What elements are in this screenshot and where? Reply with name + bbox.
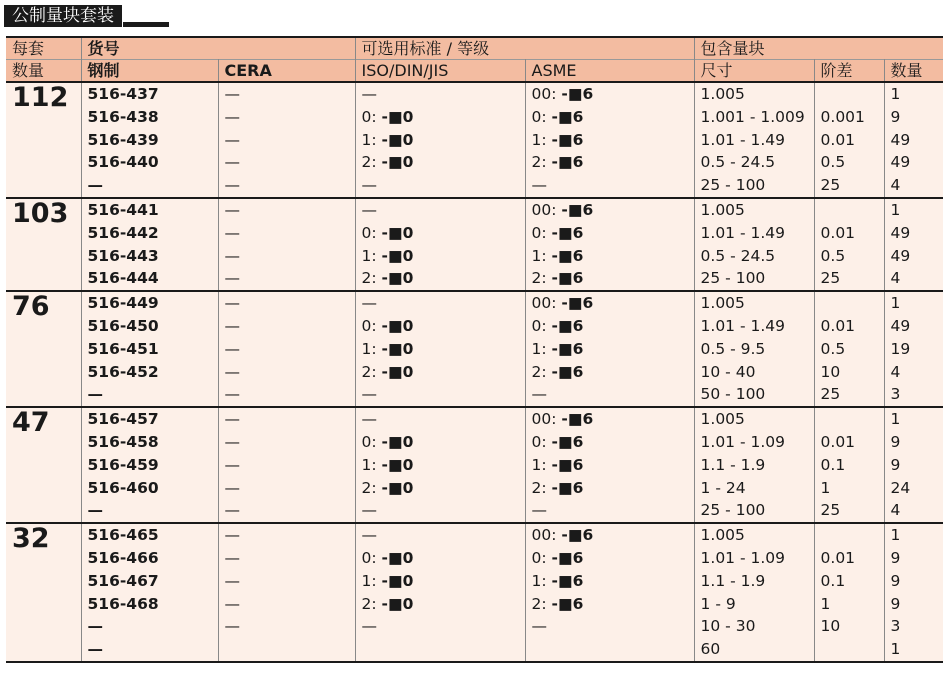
- block-step-cell: [814, 523, 884, 662]
- cera-code: —: [224, 200, 240, 219]
- block-qty: 9: [890, 548, 901, 567]
- header-asme: ASME: [525, 60, 694, 83]
- set-row: [6, 82, 943, 198]
- block-step: 0.01: [820, 548, 856, 567]
- block-qty: 49: [890, 223, 911, 242]
- section-title: [4, 5, 169, 27]
- asme-grade-cell: [525, 407, 694, 523]
- steel-code: 516-465: [87, 526, 159, 545]
- iso-grade: 2: -■0: [361, 594, 414, 613]
- steel-code: 516-438: [87, 107, 159, 126]
- block-step: 0.5: [820, 246, 846, 265]
- block-qty: 3: [890, 617, 901, 636]
- asme-grade-cell: [525, 198, 694, 291]
- steel-code: 516-468: [87, 594, 159, 613]
- steel-code: 516-439: [87, 130, 159, 149]
- iso-grade: 1: -■0: [361, 339, 414, 358]
- iso-grade-cell: [355, 407, 525, 523]
- block-size: 1.1 - 1.9: [700, 571, 766, 590]
- cera-code: —: [224, 455, 240, 474]
- iso-grade-cell: [355, 291, 525, 407]
- block-qty: 1: [890, 410, 901, 429]
- steel-code: —: [87, 176, 103, 195]
- cera-code: —: [224, 362, 240, 381]
- cera-code: —: [224, 130, 240, 149]
- iso-grade: 0: -■0: [361, 548, 414, 567]
- block-size: 1.001 - 1.009: [700, 107, 805, 126]
- block-qty-cell: [884, 291, 943, 407]
- asme-grade: 1: -■6: [531, 339, 584, 358]
- steel-code: 516-442: [87, 223, 159, 242]
- asme-grade-cell: [525, 291, 694, 407]
- iso-grade: 0: -■0: [361, 223, 414, 242]
- block-step: 0.01: [820, 316, 856, 335]
- iso-grade: —: [361, 85, 378, 103]
- asme-grade: 0: -■6: [531, 432, 584, 451]
- iso-grade: 0: -■0: [361, 316, 414, 335]
- asme-grade: 1: -■6: [531, 571, 584, 590]
- iso-grade: 1: -■0: [361, 455, 414, 474]
- iso-grade: 2: -■0: [361, 478, 414, 497]
- asme-grade: 00: -■6: [531, 200, 594, 219]
- steel-code: 516-457: [87, 410, 159, 429]
- cera-code: —: [224, 410, 240, 429]
- section-title-label: 公制量块套装: [4, 5, 122, 27]
- cera-code-cell: [218, 198, 355, 291]
- cera-code: —: [224, 478, 240, 497]
- block-step: 25: [820, 176, 841, 195]
- block-qty: 3: [890, 385, 901, 404]
- block-size: 1.005: [700, 200, 745, 219]
- block-qty: 49: [890, 246, 911, 265]
- block-step: 0.01: [820, 432, 856, 451]
- cera-code: —: [224, 526, 240, 545]
- iso-grade: 1: -■0: [361, 246, 414, 265]
- block-step: 10: [820, 362, 841, 381]
- block-step: 0.01: [820, 223, 856, 242]
- iso-grade: 1: -■0: [361, 130, 414, 149]
- block-size: 25 - 100: [700, 501, 766, 520]
- asme-grade: 2: -■6: [531, 153, 584, 172]
- cera-code: —: [224, 85, 240, 103]
- asme-grade: 00: -■6: [531, 410, 594, 429]
- iso-grade: 2: -■0: [361, 269, 414, 288]
- asme-grade: 1: -■6: [531, 455, 584, 474]
- iso-grade: —: [361, 200, 378, 219]
- asme-grade: 00: -■6: [531, 526, 594, 545]
- iso-grade: —: [361, 526, 378, 545]
- block-size: 1.01 - 1.49: [700, 223, 786, 242]
- iso-grade-cell: [355, 523, 525, 662]
- asme-grade-cell: [525, 82, 694, 198]
- block-step: [821, 524, 884, 547]
- block-qty: 9: [890, 455, 901, 474]
- asme-grade: 1: -■6: [531, 130, 584, 149]
- steel-code: 516-437: [87, 85, 159, 103]
- asme-grade: 00: -■6: [531, 294, 594, 313]
- cera-code: —: [224, 617, 240, 636]
- block-step: [821, 83, 884, 106]
- asme-grade: —: [531, 385, 548, 404]
- block-size: 1.01 - 1.49: [700, 130, 786, 149]
- iso-grade: —: [361, 617, 378, 636]
- steel-code: 516-440: [87, 153, 159, 172]
- cera-code: —: [224, 153, 240, 172]
- cera-code: —: [224, 269, 240, 288]
- block-step: [821, 638, 884, 661]
- set-row: [6, 523, 943, 662]
- block-size: 10 - 40: [700, 362, 756, 381]
- block-step: 0.5: [820, 153, 846, 172]
- cera-code-cell: [218, 291, 355, 407]
- block-step: 1: [820, 478, 831, 497]
- steel-code: 516-441: [87, 200, 159, 219]
- block-qty: 1: [890, 526, 901, 545]
- block-size: 1.005: [700, 294, 745, 313]
- iso-grade: [362, 638, 525, 661]
- steel-code: 516-459: [87, 455, 159, 474]
- block-size: 60: [700, 640, 721, 659]
- asme-grade: —: [531, 501, 548, 520]
- block-step-cell: [814, 198, 884, 291]
- block-qty: 4: [890, 362, 901, 381]
- set-count: 103: [6, 198, 81, 291]
- cera-code: —: [224, 107, 240, 126]
- header-iso: ISO/DIN/JIS: [355, 60, 525, 83]
- set-row: [6, 407, 943, 523]
- block-size: 1.01 - 1.09: [700, 548, 786, 567]
- asme-grade: 1: -■6: [531, 246, 584, 265]
- cera-code: —: [224, 246, 240, 265]
- block-qty: 9: [890, 107, 901, 126]
- block-size: 1.005: [700, 526, 745, 545]
- asme-grade: 2: -■6: [531, 362, 584, 381]
- iso-grade-cell: [355, 82, 525, 198]
- block-step: 0.5: [820, 339, 846, 358]
- asme-grade: 0: -■6: [531, 316, 584, 335]
- iso-grade: —: [361, 501, 378, 520]
- block-step-cell: [814, 407, 884, 523]
- iso-grade: 0: -■0: [361, 432, 414, 451]
- steel-code: —: [87, 385, 103, 404]
- block-size: 1.01 - 1.09: [700, 432, 786, 451]
- iso-grade: —: [361, 294, 378, 313]
- block-step: 25: [820, 501, 841, 520]
- asme-grade-cell: [525, 523, 694, 662]
- block-size-cell: [694, 407, 814, 523]
- iso-grade: —: [361, 176, 378, 195]
- steel-code: 516-467: [87, 571, 159, 590]
- steel-code: 516-460: [87, 478, 159, 497]
- block-qty-cell: [884, 407, 943, 523]
- cera-code: —: [224, 385, 240, 404]
- iso-grade: 0: -■0: [361, 107, 414, 126]
- cera-code: —: [224, 571, 240, 590]
- block-size: 1 - 24: [700, 478, 746, 497]
- block-step-cell: [814, 82, 884, 198]
- gauge-block-table: [6, 36, 943, 663]
- cera-code: —: [224, 432, 240, 451]
- header-included: 包含量块: [694, 37, 943, 60]
- block-size: 1.01 - 1.49: [700, 316, 786, 335]
- cera-code: —: [224, 294, 240, 313]
- asme-grade: —: [531, 617, 548, 636]
- steel-code: —: [87, 617, 103, 636]
- block-size: 0.5 - 24.5: [700, 153, 776, 172]
- set-row: [6, 198, 943, 291]
- header-per-set-qty: 数量: [6, 60, 81, 83]
- block-size-cell: [694, 523, 814, 662]
- iso-grade-cell: [355, 198, 525, 291]
- steel-code: —: [87, 640, 103, 659]
- set-count: 32: [6, 523, 81, 662]
- cera-code-cell: [218, 523, 355, 662]
- iso-grade: 2: -■0: [361, 362, 414, 381]
- cera-code: —: [224, 339, 240, 358]
- asme-grade: 0: -■6: [531, 548, 584, 567]
- block-qty: 1: [890, 85, 901, 103]
- block-step: 0.1: [820, 455, 846, 474]
- asme-grade: 00: -■6: [531, 85, 594, 103]
- asme-grade: —: [531, 176, 548, 195]
- header-cera: CERA: [218, 60, 355, 83]
- set-row: [6, 291, 943, 407]
- block-qty: 4: [890, 176, 901, 195]
- block-size: 1 - 9: [700, 594, 736, 613]
- header-steel: 钢制: [81, 60, 218, 83]
- block-qty: 24: [890, 478, 911, 497]
- block-qty-cell: [884, 82, 943, 198]
- cera-code: [225, 638, 355, 661]
- set-count: 112: [6, 82, 81, 198]
- iso-grade: 2: -■0: [361, 153, 414, 172]
- cera-code: —: [224, 594, 240, 613]
- asme-grade: 2: -■6: [531, 478, 584, 497]
- block-qty: 49: [890, 316, 911, 335]
- block-qty: 9: [890, 432, 901, 451]
- asme-grade: 0: -■6: [531, 223, 584, 242]
- block-size-cell: [694, 198, 814, 291]
- steel-code: 516-443: [87, 246, 159, 265]
- block-qty: 9: [890, 571, 901, 590]
- iso-grade: —: [361, 410, 378, 429]
- cera-code: —: [224, 223, 240, 242]
- block-step: 1: [820, 594, 831, 613]
- block-step: 25: [820, 385, 841, 404]
- header-qty: 数量: [884, 60, 943, 83]
- steel-code: 516-451: [87, 339, 159, 358]
- cera-code: —: [224, 316, 240, 335]
- asme-grade: 0: -■6: [531, 107, 584, 126]
- block-size: 1.005: [700, 85, 745, 103]
- block-size: 1.1 - 1.9: [700, 455, 766, 474]
- iso-grade: —: [361, 385, 378, 404]
- block-qty: 1: [890, 200, 901, 219]
- header-part-no: 货号: [81, 37, 355, 60]
- steel-code: 516-450: [87, 316, 159, 335]
- header-per-set: 每套: [6, 37, 81, 60]
- steel-code-cell: [81, 523, 218, 662]
- block-qty: 4: [890, 501, 901, 520]
- block-step: 10: [820, 617, 841, 636]
- block-size-cell: [694, 82, 814, 198]
- block-step: [821, 199, 884, 222]
- header-step: 阶差: [814, 60, 884, 83]
- block-step: 0.001: [820, 107, 865, 126]
- steel-code: —: [87, 501, 103, 520]
- block-qty: 49: [890, 130, 911, 149]
- steel-code: 516-449: [87, 294, 159, 313]
- asme-grade: [532, 638, 694, 661]
- block-size: 25 - 100: [700, 176, 766, 195]
- cera-code-cell: [218, 82, 355, 198]
- cera-code: —: [224, 176, 240, 195]
- steel-code-cell: [81, 291, 218, 407]
- block-size: 0.5 - 9.5: [700, 339, 766, 358]
- header-standards: 可选用标准 / 等级: [355, 37, 694, 60]
- steel-code: 516-466: [87, 548, 159, 567]
- block-qty: 1: [890, 640, 901, 659]
- block-step-cell: [814, 291, 884, 407]
- block-size: 1.005: [700, 410, 745, 429]
- block-step: [821, 292, 884, 315]
- block-qty: 49: [890, 153, 911, 172]
- block-step: 25: [820, 269, 841, 288]
- block-size: 10 - 30: [700, 617, 756, 636]
- block-qty: 1: [890, 294, 901, 313]
- block-size: 25 - 100: [700, 269, 766, 288]
- cera-code: —: [224, 548, 240, 567]
- steel-code-cell: [81, 198, 218, 291]
- set-count: 76: [6, 291, 81, 407]
- block-qty-cell: [884, 523, 943, 662]
- block-qty: 19: [890, 339, 911, 358]
- set-count: 47: [6, 407, 81, 523]
- cera-code-cell: [218, 407, 355, 523]
- steel-code: 516-458: [87, 432, 159, 451]
- steel-code: 516-452: [87, 362, 159, 381]
- steel-code-cell: [81, 82, 218, 198]
- block-step: [821, 408, 884, 431]
- block-step: 0.1: [820, 571, 846, 590]
- block-size: 50 - 100: [700, 385, 766, 404]
- block-size-cell: [694, 291, 814, 407]
- steel-code-cell: [81, 407, 218, 523]
- asme-grade: 2: -■6: [531, 269, 584, 288]
- header-size: 尺寸: [694, 60, 814, 83]
- block-step: 0.01: [820, 130, 856, 149]
- asme-grade: 2: -■6: [531, 594, 584, 613]
- block-size: 0.5 - 24.5: [700, 246, 776, 265]
- block-qty: 4: [890, 269, 901, 288]
- block-qty: 9: [890, 594, 901, 613]
- title-accent-bar: [123, 22, 169, 27]
- cera-code: —: [224, 501, 240, 520]
- iso-grade: 1: -■0: [361, 571, 414, 590]
- block-qty-cell: [884, 198, 943, 291]
- steel-code: 516-444: [87, 269, 159, 288]
